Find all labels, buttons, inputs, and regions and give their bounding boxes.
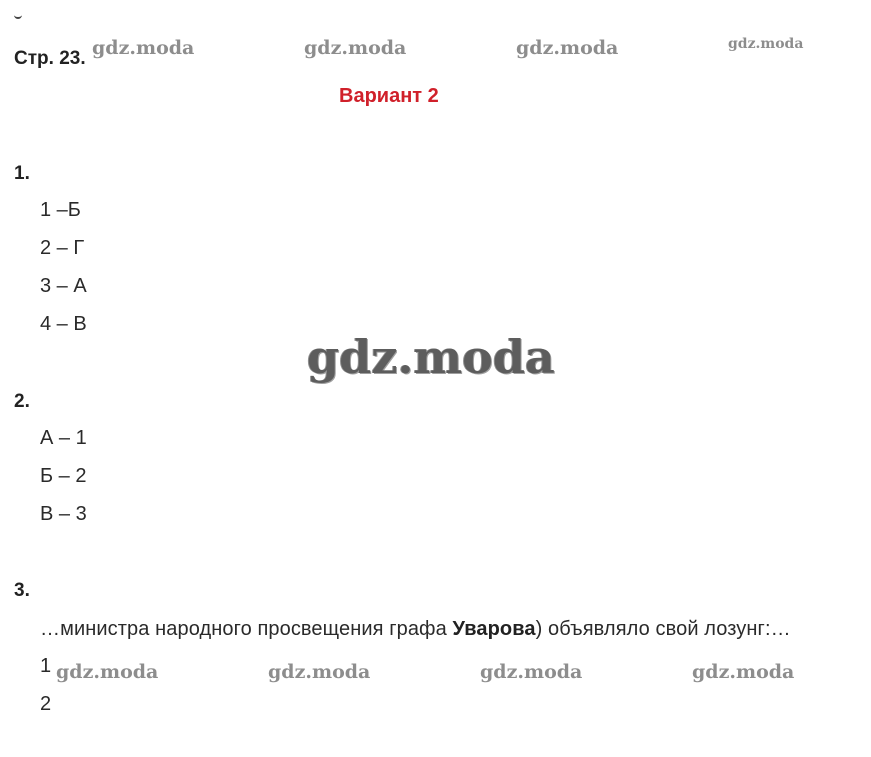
task-3-answer-2: 2 bbox=[40, 693, 52, 715]
variant-title: Вариант 2 bbox=[339, 85, 439, 107]
watermark-top-4: gdz.moda bbox=[728, 36, 804, 52]
task-3-sentence-suffix: ) объявляло свой лозунг:… bbox=[535, 618, 791, 640]
task-3-answer-1: 1 bbox=[40, 655, 52, 677]
task-1-answer-2: 2 – Г bbox=[40, 237, 85, 259]
task-3-sentence-bold: Уварова bbox=[452, 618, 536, 640]
task-3-number: 3. bbox=[14, 580, 30, 601]
task-2-answer-3: В – 3 bbox=[40, 503, 87, 525]
top-edge-mark bbox=[14, 12, 22, 19]
watermark-center: gdz.moda bbox=[307, 330, 555, 384]
page-reference: Стр. 23. bbox=[14, 48, 86, 69]
task-1-answer-1: 1 –Б bbox=[40, 199, 81, 221]
task-3-sentence-prefix: …министра народного просвещения графа bbox=[40, 618, 453, 640]
task-1-answer-3: 3 – А bbox=[40, 275, 87, 297]
watermark-bottom-4: gdz.moda bbox=[692, 661, 795, 683]
task-2-number: 2. bbox=[14, 391, 30, 412]
task-3-sentence bbox=[40, 618, 791, 641]
watermark-top-2: gdz.moda bbox=[304, 37, 407, 59]
watermark-top-1: gdz.moda bbox=[92, 37, 195, 59]
watermark-bottom-2: gdz.moda bbox=[268, 661, 371, 683]
watermark-bottom-1: gdz.moda bbox=[56, 661, 159, 683]
task-1-number: 1. bbox=[14, 163, 30, 184]
task-1-answer-4: 4 – В bbox=[40, 313, 87, 335]
task-2-answer-2: Б – 2 bbox=[40, 465, 87, 487]
task-2-answer-1: А – 1 bbox=[40, 427, 87, 449]
watermark-top-3: gdz.moda bbox=[516, 37, 619, 59]
watermark-bottom-3: gdz.moda bbox=[480, 661, 583, 683]
